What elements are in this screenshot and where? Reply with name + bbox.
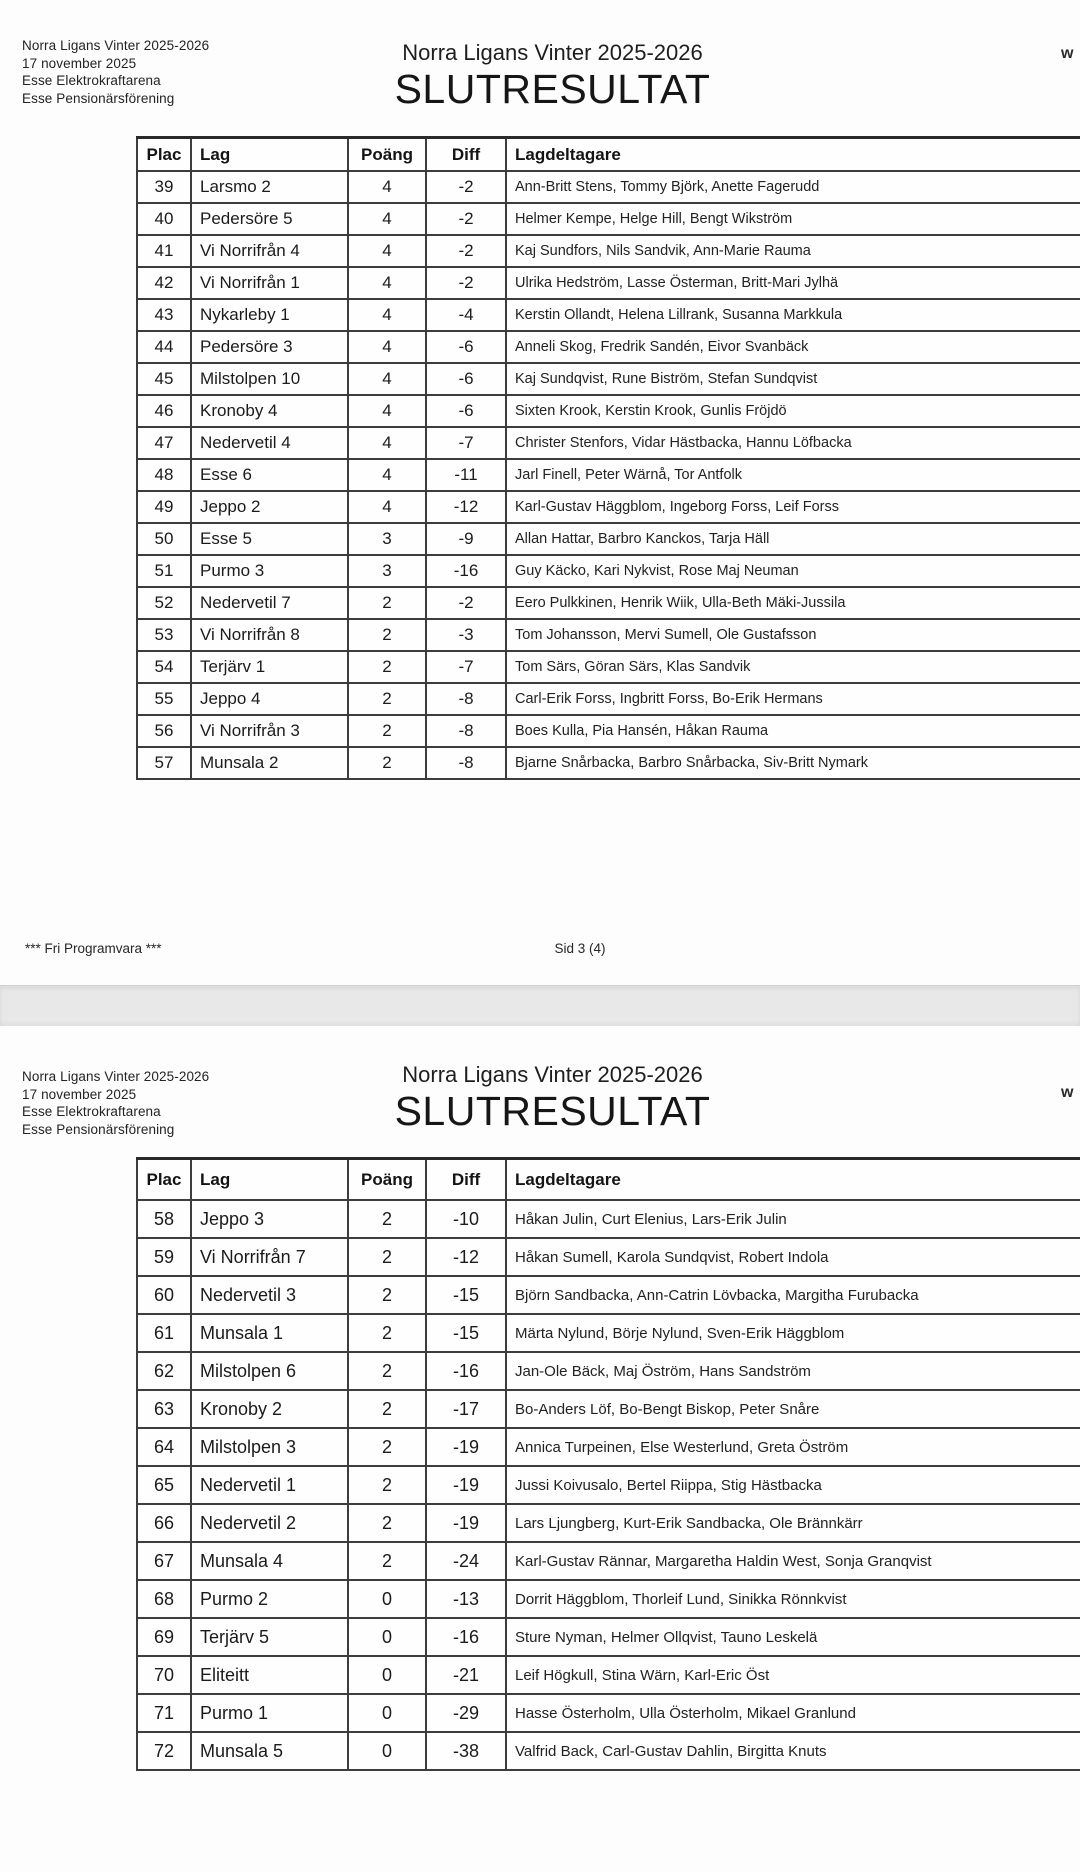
table-row bbox=[137, 1580, 1080, 1618]
cell-lagdeltagare: Håkan Julin, Curt Elenius, Lars-Erik Julin bbox=[506, 1200, 1080, 1238]
cell-poang: 4 bbox=[348, 395, 426, 427]
cell-lagdeltagare: Allan Hattar, Barbro Kanckos, Tarja Häll bbox=[506, 523, 1080, 555]
cell-lag: Nedervetil 1 bbox=[191, 1466, 348, 1504]
table-row bbox=[137, 267, 1080, 299]
cell-lag: Vi Norrifrån 1 bbox=[191, 267, 348, 299]
cell-lag: Munsala 4 bbox=[191, 1542, 348, 1580]
cell-poang: 2 bbox=[348, 1352, 426, 1390]
cell-diff: -19 bbox=[426, 1504, 506, 1542]
page-title: Norra Ligans Vinter 2025-2026 bbox=[402, 40, 703, 65]
cell-lagdeltagare: Dorrit Häggblom, Thorleif Lund, Sinikka Rönnkvist bbox=[506, 1580, 1080, 1618]
cell-lag: Purmo 1 bbox=[191, 1694, 348, 1732]
column-header-plac: Plac bbox=[137, 1159, 191, 1201]
cell-diff: -2 bbox=[426, 203, 506, 235]
cell-poang: 4 bbox=[348, 235, 426, 267]
cell-diff: -6 bbox=[426, 363, 506, 395]
cell-poang: 0 bbox=[348, 1694, 426, 1732]
cell-lagdeltagare: Jan-Ole Bäck, Maj Öström, Hans Sandström bbox=[506, 1352, 1080, 1390]
cell-poang: 4 bbox=[348, 459, 426, 491]
table-row bbox=[137, 747, 1080, 779]
cell-lag: Purmo 3 bbox=[191, 555, 348, 587]
cell-poang: 4 bbox=[348, 299, 426, 331]
cell-lagdeltagare: Eero Pulkkinen, Henrik Wiik, Ulla-Beth Mäki-Jussila bbox=[506, 587, 1080, 619]
cell-lagdeltagare: Helmer Kempe, Helge Hill, Bengt Wikström bbox=[506, 203, 1080, 235]
cell-poang: 2 bbox=[348, 587, 426, 619]
cell-diff: -2 bbox=[426, 171, 506, 203]
page-title: Norra Ligans Vinter 2025-2026 bbox=[402, 1062, 703, 1087]
cell-lagdeltagare: Ann-Britt Stens, Tommy Björk, Anette Fagerudd bbox=[506, 171, 1080, 203]
cell-lagdeltagare: Jussi Koivusalo, Bertel Riippa, Stig Hästbacka bbox=[506, 1466, 1080, 1504]
cell-lag: Larsmo 2 bbox=[191, 171, 348, 203]
cell-lag: Jeppo 2 bbox=[191, 491, 348, 523]
footer-page-number: Sid 3 (4) bbox=[554, 941, 606, 956]
cell-plac: 49 bbox=[137, 491, 191, 523]
cell-lagdeltagare: Carl-Erik Forss, Ingbritt Forss, Bo-Erik Hermans bbox=[506, 683, 1080, 715]
cell-lagdeltagare: Kaj Sundqvist, Rune Biström, Stefan Sundqvist bbox=[506, 363, 1080, 395]
cell-lagdeltagare: Anneli Skog, Fredrik Sandén, Eivor Svanbäck bbox=[506, 331, 1080, 363]
clipped-edge-text: w bbox=[1061, 45, 1074, 62]
cell-poang: 2 bbox=[348, 1238, 426, 1276]
event-organizer: Esse Pensionärsförening bbox=[22, 1121, 175, 1137]
cell-lag: Esse 5 bbox=[191, 523, 348, 555]
cell-plac: 54 bbox=[137, 651, 191, 683]
event-date: 17 november 2025 bbox=[22, 55, 137, 71]
table-row bbox=[137, 427, 1080, 459]
cell-diff: -21 bbox=[426, 1656, 506, 1694]
event-venue: Esse Elektrokraftarena bbox=[22, 1104, 161, 1119]
title-block bbox=[245, 40, 860, 111]
cell-diff: -3 bbox=[426, 619, 506, 651]
cell-plac: 50 bbox=[137, 523, 191, 555]
page-subtitle: SLUTRESULTAT bbox=[394, 66, 711, 112]
results-table-page-2 bbox=[136, 1157, 1080, 1771]
page-gap-divider bbox=[0, 985, 1080, 1027]
table-row bbox=[137, 683, 1080, 715]
cell-plac: 41 bbox=[137, 235, 191, 267]
cell-lag: Kronoby 4 bbox=[191, 395, 348, 427]
table-row bbox=[137, 1542, 1080, 1580]
table-row bbox=[137, 171, 1080, 203]
event-organizer: Esse Pensionärsförening bbox=[22, 90, 175, 106]
cell-plac: 44 bbox=[137, 331, 191, 363]
page-2 bbox=[0, 1026, 1080, 1872]
table-row bbox=[137, 1656, 1080, 1694]
cell-poang: 2 bbox=[348, 747, 426, 779]
cell-poang: 4 bbox=[348, 427, 426, 459]
column-header-lagdeltagare: Lagdeltagare bbox=[506, 1159, 1080, 1201]
cell-lagdeltagare: Bjarne Snårbacka, Barbro Snårbacka, Siv-Britt Nymark bbox=[506, 747, 1080, 779]
cell-poang: 0 bbox=[348, 1618, 426, 1656]
cell-diff: -8 bbox=[426, 715, 506, 747]
cell-poang: 3 bbox=[348, 555, 426, 587]
table-row bbox=[137, 235, 1080, 267]
table-row bbox=[137, 523, 1080, 555]
table-row bbox=[137, 1390, 1080, 1428]
clipped-edge-text: w bbox=[1061, 1084, 1074, 1101]
table-row bbox=[137, 203, 1080, 235]
cell-diff: -12 bbox=[426, 491, 506, 523]
column-header-lag: Lag bbox=[191, 1159, 348, 1201]
table-row bbox=[137, 1618, 1080, 1656]
cell-lagdeltagare: Guy Käcko, Kari Nykvist, Rose Maj Neuman bbox=[506, 555, 1080, 587]
table-row bbox=[137, 1732, 1080, 1770]
cell-diff: -8 bbox=[426, 747, 506, 779]
cell-plac: 60 bbox=[137, 1276, 191, 1314]
cell-lagdeltagare: Tom Johansson, Mervi Sumell, Ole Gustafsson bbox=[506, 619, 1080, 651]
table-row bbox=[137, 1352, 1080, 1390]
cell-plac: 39 bbox=[137, 171, 191, 203]
cell-plac: 52 bbox=[137, 587, 191, 619]
cell-lag: Terjärv 1 bbox=[191, 651, 348, 683]
table-row bbox=[137, 1428, 1080, 1466]
cell-diff: -16 bbox=[426, 1618, 506, 1656]
cell-plac: 62 bbox=[137, 1352, 191, 1390]
table-row bbox=[137, 1238, 1080, 1276]
cell-diff: -16 bbox=[426, 1352, 506, 1390]
column-header-lag: Lag bbox=[191, 138, 348, 172]
cell-lag: Nedervetil 7 bbox=[191, 587, 348, 619]
cell-poang: 2 bbox=[348, 715, 426, 747]
cell-diff: -10 bbox=[426, 1200, 506, 1238]
cell-plac: 51 bbox=[137, 555, 191, 587]
table-row bbox=[137, 587, 1080, 619]
cell-poang: 2 bbox=[348, 683, 426, 715]
cell-diff: -17 bbox=[426, 1390, 506, 1428]
cell-poang: 2 bbox=[348, 1542, 426, 1580]
table-header-row bbox=[137, 138, 1080, 172]
cell-poang: 2 bbox=[348, 1276, 426, 1314]
cell-lagdeltagare: Lars Ljungberg, Kurt-Erik Sandbacka, Ole Brännkärr bbox=[506, 1504, 1080, 1542]
cell-poang: 4 bbox=[348, 363, 426, 395]
cell-diff: -7 bbox=[426, 427, 506, 459]
cell-plac: 66 bbox=[137, 1504, 191, 1542]
cell-lag: Pedersöre 3 bbox=[191, 331, 348, 363]
cell-diff: -9 bbox=[426, 523, 506, 555]
cell-poang: 2 bbox=[348, 1466, 426, 1504]
cell-poang: 0 bbox=[348, 1732, 426, 1770]
cell-plac: 67 bbox=[137, 1542, 191, 1580]
cell-poang: 0 bbox=[348, 1656, 426, 1694]
cell-plac: 43 bbox=[137, 299, 191, 331]
table-row bbox=[137, 651, 1080, 683]
cell-diff: -16 bbox=[426, 555, 506, 587]
cell-plac: 56 bbox=[137, 715, 191, 747]
footer-software-note: *** Fri Programvara *** bbox=[25, 941, 162, 956]
cell-diff: -38 bbox=[426, 1732, 506, 1770]
cell-plac: 48 bbox=[137, 459, 191, 491]
cell-diff: -15 bbox=[426, 1314, 506, 1352]
table-row bbox=[137, 459, 1080, 491]
cell-lag: Nedervetil 2 bbox=[191, 1504, 348, 1542]
cell-diff: -24 bbox=[426, 1542, 506, 1580]
cell-plac: 72 bbox=[137, 1732, 191, 1770]
cell-lagdeltagare: Håkan Sumell, Karola Sundqvist, Robert Indola bbox=[506, 1238, 1080, 1276]
cell-poang: 4 bbox=[348, 331, 426, 363]
cell-lag: Jeppo 4 bbox=[191, 683, 348, 715]
cell-lag: Jeppo 3 bbox=[191, 1200, 348, 1238]
cell-lagdeltagare: Ulrika Hedström, Lasse Österman, Britt-Mari Jylhä bbox=[506, 267, 1080, 299]
cell-plac: 58 bbox=[137, 1200, 191, 1238]
cell-lagdeltagare: Kaj Sundfors, Nils Sandvik, Ann-Marie Rauma bbox=[506, 235, 1080, 267]
cell-poang: 2 bbox=[348, 619, 426, 651]
title-block bbox=[245, 1062, 860, 1133]
cell-diff: -8 bbox=[426, 683, 506, 715]
cell-diff: -7 bbox=[426, 651, 506, 683]
cell-poang: 4 bbox=[348, 267, 426, 299]
cell-lag: Munsala 5 bbox=[191, 1732, 348, 1770]
cell-lagdeltagare: Leif Högkull, Stina Wärn, Karl-Eric Öst bbox=[506, 1656, 1080, 1694]
results-table-page-1 bbox=[136, 136, 1080, 780]
cell-plac: 63 bbox=[137, 1390, 191, 1428]
cell-lagdeltagare: Boes Kulla, Pia Hansén, Håkan Rauma bbox=[506, 715, 1080, 747]
cell-lagdeltagare: Jarl Finell, Peter Wärnå, Tor Antfolk bbox=[506, 459, 1080, 491]
cell-lag: Vi Norrifrån 7 bbox=[191, 1238, 348, 1276]
cell-lag: Milstolpen 3 bbox=[191, 1428, 348, 1466]
cell-plac: 70 bbox=[137, 1656, 191, 1694]
table-row bbox=[137, 1276, 1080, 1314]
cell-lag: Nykarleby 1 bbox=[191, 299, 348, 331]
event-venue: Esse Elektrokraftarena bbox=[22, 73, 161, 88]
cell-diff: -29 bbox=[426, 1694, 506, 1732]
cell-lag: Vi Norrifrån 4 bbox=[191, 235, 348, 267]
cell-lag: Esse 6 bbox=[191, 459, 348, 491]
table-row bbox=[137, 395, 1080, 427]
cell-plac: 71 bbox=[137, 1694, 191, 1732]
cell-diff: -4 bbox=[426, 299, 506, 331]
cell-lag: Terjärv 5 bbox=[191, 1618, 348, 1656]
cell-poang: 2 bbox=[348, 1428, 426, 1466]
cell-lag: Milstolpen 6 bbox=[191, 1352, 348, 1390]
cell-lag: Purmo 2 bbox=[191, 1580, 348, 1618]
cell-lag: Vi Norrifrån 8 bbox=[191, 619, 348, 651]
cell-lag: Nedervetil 4 bbox=[191, 427, 348, 459]
table-row bbox=[137, 619, 1080, 651]
cell-lagdeltagare: Annica Turpeinen, Else Westerlund, Greta Öström bbox=[506, 1428, 1080, 1466]
cell-plac: 61 bbox=[137, 1314, 191, 1352]
page-subtitle: SLUTRESULTAT bbox=[394, 1088, 711, 1134]
cell-plac: 64 bbox=[137, 1428, 191, 1466]
cell-lagdeltagare: Sture Nyman, Helmer Ollqvist, Tauno Leskelä bbox=[506, 1618, 1080, 1656]
cell-lag: Milstolpen 10 bbox=[191, 363, 348, 395]
cell-lagdeltagare: Hasse Österholm, Ulla Österholm, Mikael Granlund bbox=[506, 1694, 1080, 1732]
cell-diff: -2 bbox=[426, 235, 506, 267]
cell-poang: 2 bbox=[348, 1200, 426, 1238]
table-row bbox=[137, 1466, 1080, 1504]
cell-diff: -19 bbox=[426, 1428, 506, 1466]
cell-lagdeltagare: Tom Särs, Göran Särs, Klas Sandvik bbox=[506, 651, 1080, 683]
cell-poang: 4 bbox=[348, 491, 426, 523]
event-date: 17 november 2025 bbox=[22, 1086, 137, 1102]
cell-poang: 2 bbox=[348, 651, 426, 683]
event-info-block bbox=[22, 37, 209, 107]
cell-diff: -6 bbox=[426, 331, 506, 363]
cell-lag: Munsala 1 bbox=[191, 1314, 348, 1352]
event-name: Norra Ligans Vinter 2025-2026 bbox=[22, 1069, 210, 1084]
cell-plac: 46 bbox=[137, 395, 191, 427]
table-row bbox=[137, 1314, 1080, 1352]
table-row bbox=[137, 363, 1080, 395]
column-header-poang: Poäng bbox=[348, 1159, 426, 1201]
column-header-lagdeltagare: Lagdeltagare bbox=[506, 138, 1080, 172]
cell-plac: 68 bbox=[137, 1580, 191, 1618]
table-row bbox=[137, 715, 1080, 747]
cell-plac: 55 bbox=[137, 683, 191, 715]
cell-poang: 4 bbox=[348, 203, 426, 235]
column-header-diff: Diff bbox=[426, 138, 506, 172]
cell-plac: 42 bbox=[137, 267, 191, 299]
cell-lagdeltagare: Sixten Krook, Kerstin Krook, Gunlis Fröjdö bbox=[506, 395, 1080, 427]
cell-lagdeltagare: Kerstin Ollandt, Helena Lillrank, Susanna Markkula bbox=[506, 299, 1080, 331]
cell-diff: -12 bbox=[426, 1238, 506, 1276]
cell-diff: -15 bbox=[426, 1276, 506, 1314]
event-name: Norra Ligans Vinter 2025-2026 bbox=[22, 38, 210, 53]
table-row bbox=[137, 331, 1080, 363]
table-row bbox=[137, 1504, 1080, 1542]
cell-diff: -13 bbox=[426, 1580, 506, 1618]
cell-diff: -11 bbox=[426, 459, 506, 491]
cell-diff: -19 bbox=[426, 1466, 506, 1504]
cell-lagdeltagare: Bo-Anders Löf, Bo-Bengt Biskop, Peter Snåre bbox=[506, 1390, 1080, 1428]
cell-diff: -2 bbox=[426, 587, 506, 619]
cell-plac: 57 bbox=[137, 747, 191, 779]
column-header-plac: Plac bbox=[137, 138, 191, 172]
cell-lag: Munsala 2 bbox=[191, 747, 348, 779]
cell-lagdeltagare: Märta Nylund, Börje Nylund, Sven-Erik Häggblom bbox=[506, 1314, 1080, 1352]
cell-lag: Nedervetil 3 bbox=[191, 1276, 348, 1314]
table-header-row bbox=[137, 1159, 1080, 1201]
cell-poang: 3 bbox=[348, 523, 426, 555]
cell-lagdeltagare: Karl-Gustav Häggblom, Ingeborg Forss, Leif Forss bbox=[506, 491, 1080, 523]
cell-lagdeltagare: Björn Sandbacka, Ann-Catrin Lövbacka, Margitha Furubacka bbox=[506, 1276, 1080, 1314]
event-info-block bbox=[22, 1068, 209, 1138]
cell-plac: 45 bbox=[137, 363, 191, 395]
cell-plac: 59 bbox=[137, 1238, 191, 1276]
cell-plac: 69 bbox=[137, 1618, 191, 1656]
cell-plac: 65 bbox=[137, 1466, 191, 1504]
cell-lag: Vi Norrifrån 3 bbox=[191, 715, 348, 747]
cell-lagdeltagare: Karl-Gustav Rännar, Margaretha Haldin West, Sonja Granqvist bbox=[506, 1542, 1080, 1580]
table-row bbox=[137, 1694, 1080, 1732]
cell-plac: 53 bbox=[137, 619, 191, 651]
cell-lagdeltagare: Christer Stenfors, Vidar Hästbacka, Hannu Löfbacka bbox=[506, 427, 1080, 459]
table-row bbox=[137, 299, 1080, 331]
cell-lag: Kronoby 2 bbox=[191, 1390, 348, 1428]
cell-diff: -6 bbox=[426, 395, 506, 427]
cell-poang: 2 bbox=[348, 1314, 426, 1352]
column-header-diff: Diff bbox=[426, 1159, 506, 1201]
table-row bbox=[137, 555, 1080, 587]
cell-poang: 2 bbox=[348, 1504, 426, 1542]
cell-poang: 4 bbox=[348, 171, 426, 203]
cell-poang: 0 bbox=[348, 1580, 426, 1618]
cell-plac: 40 bbox=[137, 203, 191, 235]
table-row bbox=[137, 491, 1080, 523]
cell-plac: 47 bbox=[137, 427, 191, 459]
cell-diff: -2 bbox=[426, 267, 506, 299]
table-row bbox=[137, 1200, 1080, 1238]
column-header-poang: Poäng bbox=[348, 138, 426, 172]
cell-poang: 2 bbox=[348, 1390, 426, 1428]
cell-lag: Eliteitt bbox=[191, 1656, 348, 1694]
cell-lagdeltagare: Valfrid Back, Carl-Gustav Dahlin, Birgitta Knuts bbox=[506, 1732, 1080, 1770]
cell-lag: Pedersöre 5 bbox=[191, 203, 348, 235]
